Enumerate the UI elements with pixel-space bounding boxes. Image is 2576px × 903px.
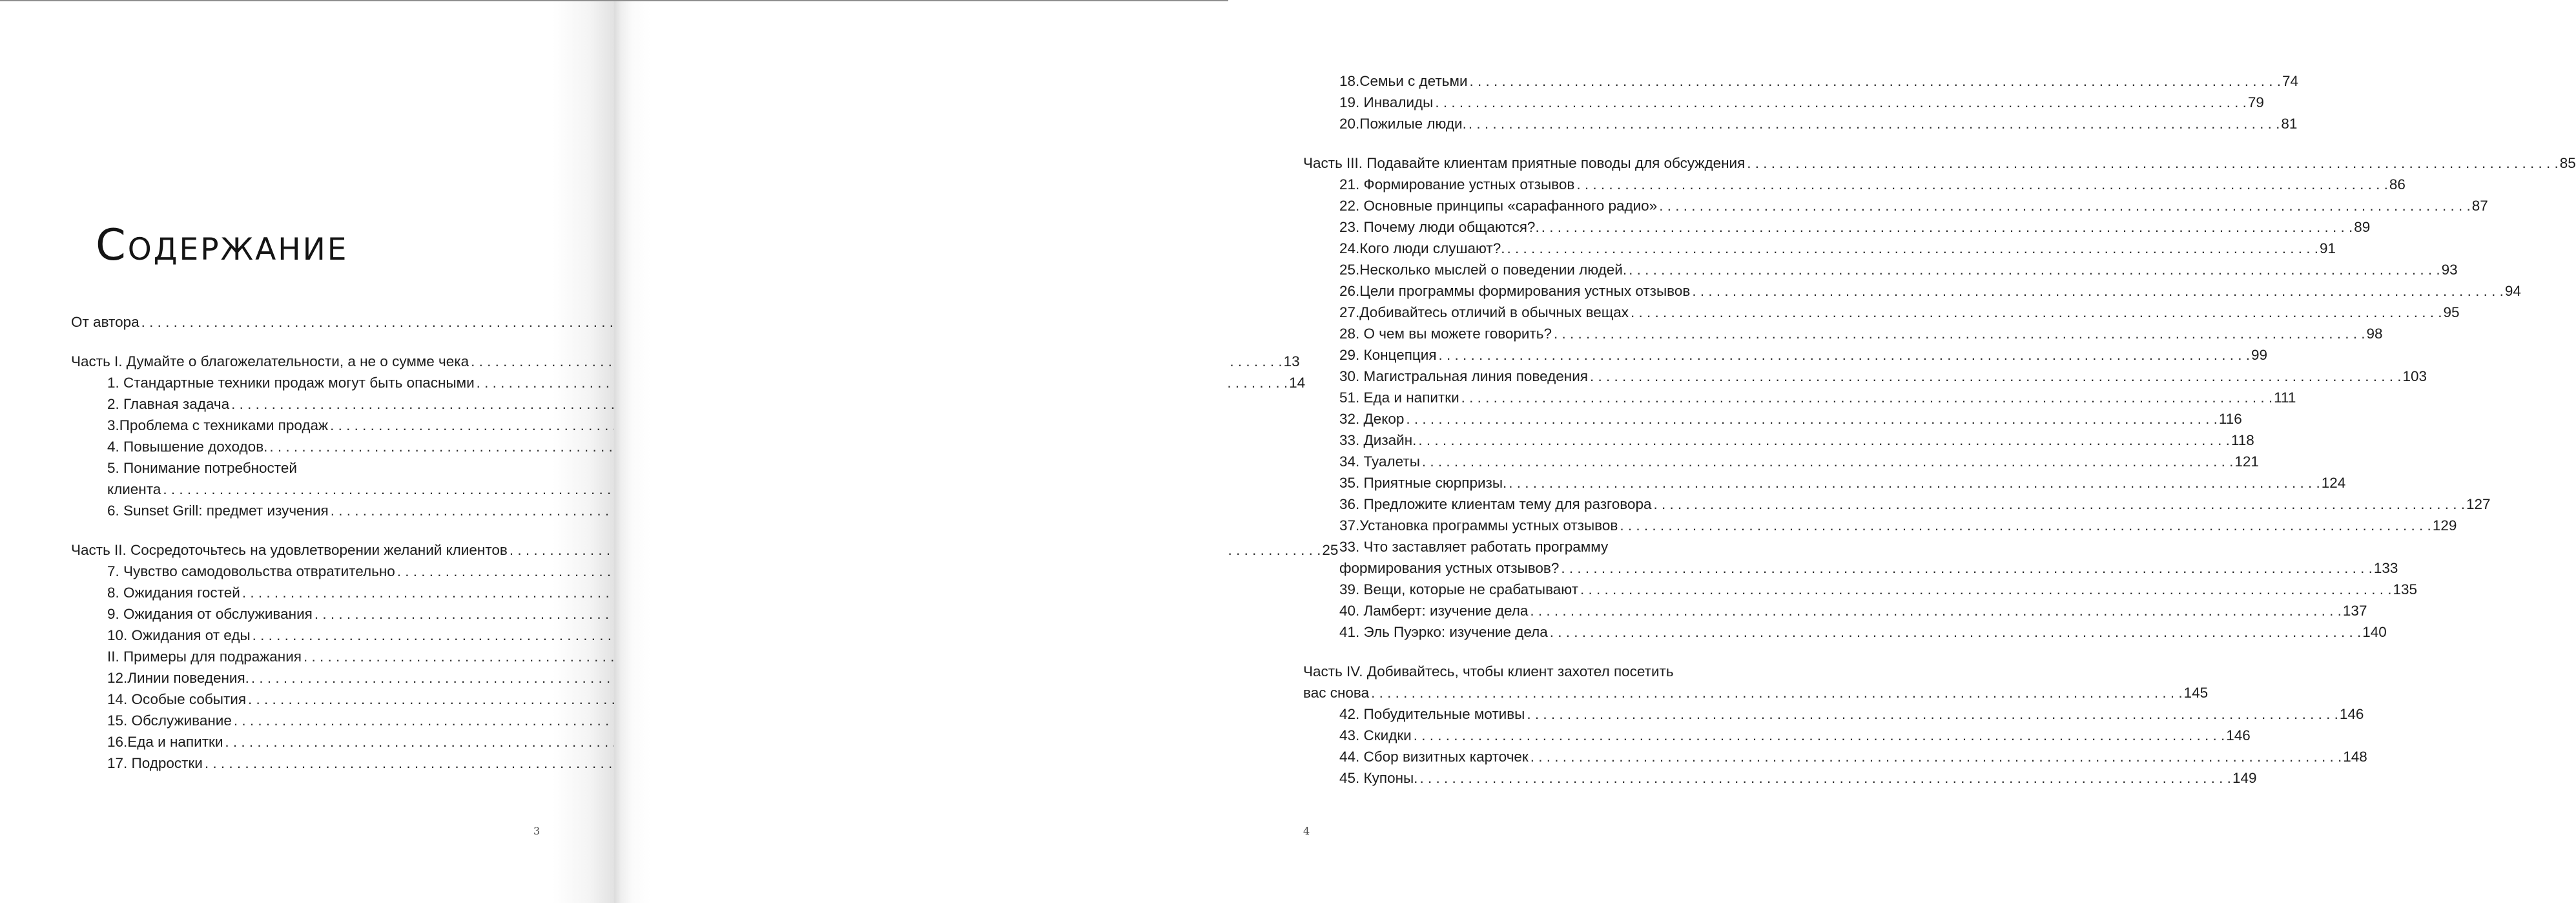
toc-entry-title: 1. Стандартные техники продаж могут быть опасными <box>107 375 475 391</box>
toc-entry-title: Часть II. Сосредоточьтесь на удовлетворении желаний клиентов <box>71 542 508 558</box>
toc-entry <box>71 311 534 333</box>
toc-subentry-row <box>1303 472 2346 493</box>
toc-entry-title: 51. Еда и напитки <box>1339 389 1459 406</box>
toc-entry-title: 40. Ламберт: изучение дела <box>1339 603 1529 619</box>
dot-leader <box>1747 152 2559 174</box>
toc-subentry-row <box>1303 430 2254 451</box>
toc-entry-title: 45. Купоны. <box>1339 770 1418 786</box>
toc-entry <box>1303 280 2521 302</box>
dot-leader <box>1541 216 2353 238</box>
toc-subentry-row <box>71 479 534 500</box>
toc-entry-title: формирования устных отзывов? <box>1339 560 1560 576</box>
toc-page-number: 111 <box>2274 389 2296 406</box>
toc-entry-title: От автора <box>71 314 139 330</box>
toc-subentry-row <box>1303 344 2268 366</box>
toc-entry-title: 44. Сбор визитных карточек <box>1339 749 1529 765</box>
toc-page-number: 94 <box>2504 283 2521 299</box>
dot-leader <box>1468 113 2280 134</box>
toc-subentry-row <box>1303 280 2521 302</box>
toc-part-row <box>71 351 1300 372</box>
toc-page-number: 145 <box>2183 685 2209 701</box>
toc-entry-title: 28. О чем вы можете говорить? <box>1339 326 1552 342</box>
toc-page-number: 89 <box>2354 219 2371 235</box>
toc-page-number: 81 <box>2281 116 2298 132</box>
toc-entry <box>71 646 534 667</box>
toc-subentry-row <box>1303 703 2364 725</box>
toc-entry <box>1303 216 2371 238</box>
toc-page-number: 85 <box>2559 155 2576 171</box>
toc-page-number: 135 <box>2393 581 2418 597</box>
toc-subentry-row <box>1303 493 2491 515</box>
toc-page-number: 149 <box>2232 770 2257 786</box>
toc-entry-title: Часть III. Подавайте клиентам приятные поводы для обсуждения <box>1303 155 1746 171</box>
toc-page-number: 14 <box>1289 375 1306 391</box>
toc-page-number: 93 <box>2441 262 2458 278</box>
toc-entry <box>1303 152 2576 174</box>
toc-page-number: 146 <box>2226 727 2251 743</box>
toc-entry <box>1303 344 2268 366</box>
toc-entry-title: 16.Еда и напитки <box>107 734 223 750</box>
toc-page-number: 91 <box>2319 240 2336 256</box>
toc-entry-title: 39. Вещи, которые не срабатывают <box>1339 581 1578 597</box>
toc-entry-title: 23. Почему люди общаются?. <box>1339 219 1540 235</box>
toc-spacer <box>1303 643 1766 661</box>
toc-entry <box>71 752 534 774</box>
dot-leader <box>1507 238 2318 259</box>
toc-entry-title: 12.Линии поведения. <box>107 670 249 686</box>
dot-leader <box>1576 174 2388 195</box>
toc-entry-title: 43. Скидки <box>1339 727 1412 743</box>
toc-part-row <box>71 311 534 333</box>
dot-leader <box>1590 366 2402 387</box>
toc-entry <box>1303 387 2296 408</box>
toc-subentry-row <box>1303 323 2383 344</box>
page-title: Содержание <box>96 220 349 270</box>
dot-leader <box>1659 195 2471 216</box>
toc-entry-title: 20.Пожилые люди. <box>1339 116 1467 132</box>
toc-subentry-row <box>71 646 534 667</box>
dot-leader <box>1580 579 2392 600</box>
dot-leader <box>1554 323 2365 344</box>
toc-entry <box>71 436 534 457</box>
toc-subentry-row <box>1303 515 2457 536</box>
toc-part-row <box>1303 682 2209 703</box>
toc-entry-title: 36. Предложите клиентам тему для разговора <box>1339 496 1652 512</box>
toc-page-number: 86 <box>2389 176 2406 192</box>
toc-list-right <box>1303 70 2576 789</box>
toc-subentry-row <box>71 625 534 646</box>
toc-subentry-row <box>71 710 534 731</box>
toc-entry <box>1303 746 2367 767</box>
dot-leader <box>1527 703 2338 725</box>
toc-entry-title: 33. Дизайн. <box>1339 432 1417 448</box>
toc-page-number: 79 <box>2247 94 2264 110</box>
toc-subentry-row <box>71 689 534 710</box>
dot-leader <box>1470 70 2282 92</box>
toc-page-number: 13 <box>1283 353 1300 369</box>
toc-page-number: 116 <box>2218 411 2242 427</box>
toc-entry <box>1303 661 2209 703</box>
toc-entry <box>1303 515 2457 536</box>
dot-leader <box>1461 387 2273 408</box>
toc-subentry-row <box>1303 579 2418 600</box>
toc-spacer <box>1303 134 1766 152</box>
toc-entry-title: 42. Побудительные мотивы <box>1339 706 1525 722</box>
toc-page-number: 87 <box>2471 198 2488 214</box>
toc-entry-title: 2. Главная задача <box>107 396 230 412</box>
right-page <box>614 1 2576 903</box>
toc-entry <box>1303 70 2299 92</box>
toc-entry-title: 32. Декор <box>1339 411 1405 427</box>
toc-entry <box>71 415 534 436</box>
toc-subentry-row <box>1303 767 2257 789</box>
toc-page-number: 121 <box>2234 453 2259 470</box>
toc-entry <box>71 731 534 752</box>
toc-page-number: 25 <box>1322 542 1339 558</box>
dot-leader <box>1439 344 2251 366</box>
toc-entry <box>1303 621 2387 643</box>
toc-subentry-row <box>1303 408 2242 430</box>
toc-subentry-row <box>1303 302 2460 323</box>
toc-subentry-row <box>71 667 534 689</box>
dot-leader <box>1530 746 2342 767</box>
toc-entry <box>71 689 534 710</box>
toc-entry-title: 15. Обслуживание <box>107 712 232 729</box>
toc-entry <box>1303 302 2460 323</box>
toc-entry <box>1303 725 2251 746</box>
toc-entry <box>1303 259 2458 280</box>
toc-subentry-row <box>1303 366 2427 387</box>
toc-page-number: 74 <box>2282 73 2299 89</box>
toc-subentry-row <box>1303 238 2336 259</box>
toc-entry-title: 17. Подростки <box>107 755 203 771</box>
toc-entry <box>71 539 1339 561</box>
toc-entry-title: II. Примеры для подражания <box>107 649 302 665</box>
toc-entry-title: 26.Цели программы формирования устных отзывов <box>1339 283 1691 299</box>
toc-part-row <box>71 539 1339 561</box>
page-number-right: 4 <box>1303 825 1310 837</box>
toc-entry-title-line: 5. Понимание потребностей <box>107 460 297 476</box>
toc-page-number: 124 <box>2321 475 2346 491</box>
dot-leader <box>1414 725 2225 746</box>
toc-entry <box>1303 430 2254 451</box>
toc-subentry-row <box>71 752 534 774</box>
toc-subentry-row <box>1303 387 2296 408</box>
toc-entry-title-line: 33. Что заставляет работать программу <box>1339 539 1609 555</box>
toc-subentry-row <box>1303 621 2387 643</box>
toc-subentry-row <box>1303 451 2259 472</box>
toc-page-number: 133 <box>2373 560 2398 576</box>
toc-entry <box>1303 493 2491 515</box>
dot-leader <box>1629 259 2440 280</box>
toc-subentry-row <box>71 372 1306 393</box>
toc-page-number: 127 <box>2466 496 2491 512</box>
toc-page-number: 118 <box>2231 432 2254 448</box>
toc-entry-title: 41. Эль Пуэрко: изучение дела <box>1339 624 1548 640</box>
toc-entry-title: вас снова <box>1303 685 1370 701</box>
toc-entry-title: 22. Основные принципы «сарафанного радио» <box>1339 198 1658 214</box>
toc-entry-title: 8. Ожидания гостей <box>107 585 240 601</box>
toc-subentry-row <box>1303 725 2251 746</box>
toc-entry <box>1303 451 2259 472</box>
dot-leader <box>1419 767 2231 789</box>
toc-entry-title: 35. Приятные сюрпризы. <box>1339 475 1507 491</box>
toc-entry <box>71 625 534 646</box>
toc-subentry-row <box>1303 746 2367 767</box>
toc-entry <box>1303 113 2298 134</box>
toc-page-number: 103 <box>2402 368 2427 384</box>
toc-subentry-row <box>1303 195 2488 216</box>
toc-subentry-row <box>1303 113 2298 134</box>
toc-subentry-row <box>71 393 534 415</box>
toc-entry-title: 24.Кого люди слушают?. <box>1339 240 1505 256</box>
toc-entry <box>1303 174 2406 195</box>
toc-entry-title: 3.Проблема с техниками продаж <box>107 417 329 433</box>
toc-entry <box>1303 92 2264 113</box>
toc-entry-title: 37.Установка программы устных отзывов <box>1339 517 1618 534</box>
toc-entry-title-line: Часть IV. Добивайтесь, чтобы клиент захотел посетить <box>1303 663 1674 680</box>
toc-entry-title: 25.Несколько мыслей о поведении людей. <box>1339 262 1627 278</box>
toc-subentry-row <box>71 500 534 521</box>
toc-page-number: 98 <box>2366 326 2383 342</box>
toc-subentry-row <box>71 561 534 582</box>
toc-part-row <box>1303 152 2576 174</box>
toc-entry-title: 14. Особые события <box>107 691 247 707</box>
toc-entry <box>71 561 534 582</box>
page-number-left: 3 <box>533 825 541 837</box>
toc-entry <box>1303 703 2364 725</box>
toc-entry <box>71 393 534 415</box>
toc-entry <box>71 457 534 500</box>
toc-entry <box>1303 600 2367 621</box>
dot-leader <box>1530 600 2342 621</box>
book-spread <box>0 1 2576 903</box>
toc-entry <box>71 667 534 689</box>
toc-page-number: 95 <box>2443 304 2460 320</box>
toc-subentry-row <box>1303 174 2406 195</box>
toc-entry-title: 29. Концепция <box>1339 347 1437 363</box>
dot-leader <box>1692 280 2504 302</box>
toc-spacer <box>71 333 534 351</box>
toc-entry-title: 19. Инвалиды <box>1339 94 1434 110</box>
toc-subentry-row <box>1303 70 2299 92</box>
toc-entry <box>1303 472 2346 493</box>
toc-page-number: 146 <box>2339 706 2364 722</box>
toc-page-number: 137 <box>2342 603 2367 619</box>
dot-leader <box>1422 451 2234 472</box>
toc-entry-title: 4. Повышение доходов. <box>107 439 268 455</box>
toc-entry-title: 21. Формирование устных отзывов <box>1339 176 1575 192</box>
dot-leader <box>1561 557 2373 579</box>
toc-entry-title: 10. Ожидания от еды <box>107 627 251 643</box>
toc-page-number: 99 <box>2251 347 2268 363</box>
toc-entry-title: 6. Sunset Grill: предмет изучения <box>107 503 329 519</box>
toc-entry <box>1303 767 2257 789</box>
toc-entry <box>1303 408 2242 430</box>
toc-entry <box>71 372 1306 393</box>
toc-entry-title: 27.Добивайтесь отличий в обычных вещах <box>1339 304 1629 320</box>
toc-subentry-row <box>1303 216 2371 238</box>
dot-leader <box>1550 621 2362 643</box>
toc-subentry-row <box>71 582 534 603</box>
dot-leader <box>1509 472 2320 493</box>
toc-subentry-row <box>1303 259 2458 280</box>
toc-entry <box>1303 536 2398 579</box>
toc-entry-title: 9. Ожидания от обслуживания <box>107 606 313 622</box>
toc-entry <box>71 500 534 521</box>
toc-subentry-row <box>1303 92 2264 113</box>
toc-entry <box>1303 323 2383 344</box>
toc-entry <box>71 582 534 603</box>
dot-leader <box>1620 515 2431 536</box>
toc-entry-title: Часть I. Думайте о благожелательности, а не о сумме чека <box>71 353 469 369</box>
toc-subentry-row <box>1303 600 2367 621</box>
toc-entry-title: 18.Семьи с детьми <box>1339 73 1468 89</box>
toc-entry <box>1303 579 2418 600</box>
dot-leader <box>1406 408 2218 430</box>
toc-entry <box>1303 366 2427 387</box>
toc-entry <box>1303 195 2488 216</box>
toc-entry-title: 7. Чувство самодовольства отвратительно <box>107 563 395 579</box>
toc-spacer <box>71 521 534 539</box>
toc-entry-title: 34. Туалеты <box>1339 453 1420 470</box>
toc-subentry-row <box>71 436 534 457</box>
toc-entry <box>71 351 1300 372</box>
toc-subentry-row <box>71 415 534 436</box>
toc-entry <box>71 603 534 625</box>
dot-leader <box>1435 92 2247 113</box>
toc-subentry-row <box>71 603 534 625</box>
toc-page-number: 148 <box>2343 749 2367 765</box>
toc-page-number: 129 <box>2432 517 2457 534</box>
toc-entry-title: 30. Магистральная линия поведения <box>1339 368 1588 384</box>
toc-entry <box>1303 238 2336 259</box>
dot-leader <box>1631 302 2442 323</box>
toc-subentry-row <box>71 731 534 752</box>
toc-entry-title: клиента <box>107 481 161 497</box>
dot-leader <box>1371 682 2183 703</box>
dot-leader <box>1418 430 2230 451</box>
toc-page-number: 140 <box>2362 624 2387 640</box>
toc-entry <box>71 710 534 731</box>
dot-leader <box>1654 493 2466 515</box>
toc-subentry-row <box>1303 557 2398 579</box>
